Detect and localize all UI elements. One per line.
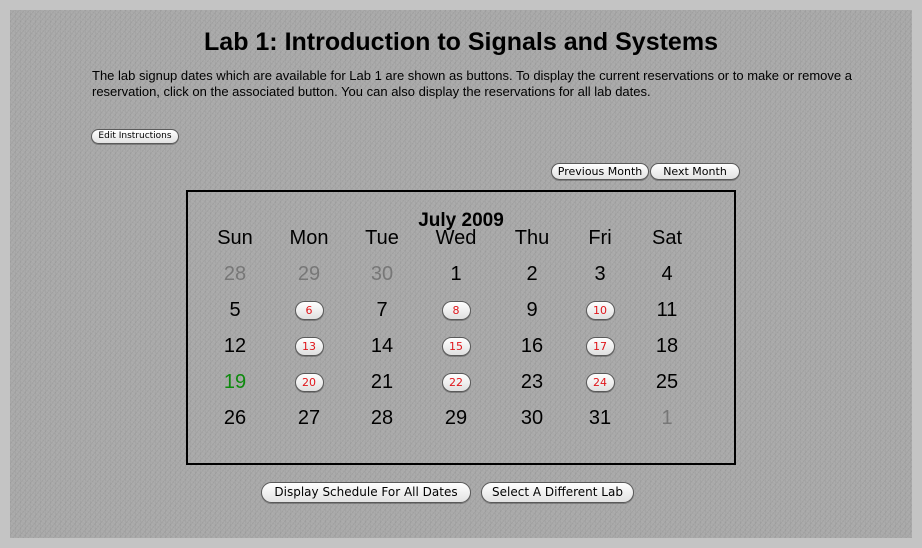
day-header-cell [345,220,419,256]
calendar-day-cell [495,292,569,328]
calendar-date: 3 [594,262,606,285]
calendar-day-cell [630,364,704,400]
day-name-header: Mon [289,226,329,249]
date-signup-button[interactable]: 10 [586,301,615,320]
other-month-date: 28 [223,262,247,285]
calendar-day-cell [630,256,704,292]
calendar-day-cell [563,292,637,328]
date-signup-button[interactable]: 22 [442,373,471,392]
calendar-date: 14 [370,334,394,357]
calendar-day-cell [272,292,346,328]
calendar-day-cell [272,256,346,292]
display-schedule-button[interactable]: Display Schedule For All Dates [261,482,471,503]
select-different-lab-button[interactable]: Select A Different Lab [481,482,634,503]
calendar-day-cell [563,400,637,436]
day-name-header: Fri [588,226,612,249]
other-month-date: 30 [370,262,394,285]
calendar-date: 23 [520,370,544,393]
calendar [186,190,736,465]
today-date: 19 [223,370,247,393]
calendar-date: 1 [450,262,462,285]
day-header-cell [198,220,272,256]
calendar-day-cell [198,292,272,328]
calendar-day-cell [495,364,569,400]
calendar-day-cell [419,292,493,328]
calendar-date: 25 [655,370,679,393]
edit-instructions-button[interactable]: Edit Instructions [91,129,179,144]
calendar-day-cell [630,400,704,436]
date-signup-button[interactable]: 24 [586,373,615,392]
calendar-date: 21 [370,370,394,393]
calendar-date: 28 [370,406,394,429]
calendar-date: 31 [588,406,612,429]
calendar-day-cell [198,400,272,436]
calendar-day-cell [345,400,419,436]
calendar-day-cell [419,400,493,436]
calendar-date: 7 [376,298,388,321]
day-header-cell [563,220,637,256]
day-name-header: Wed [435,226,477,249]
calendar-day-cell [345,364,419,400]
calendar-day-cell [419,328,493,364]
calendar-day-cell [198,256,272,292]
calendar-date: 16 [520,334,544,357]
calendar-day-cell [495,328,569,364]
day-name-header: Tue [365,226,399,249]
date-signup-button[interactable]: 8 [442,301,471,320]
day-name-header: Sat [651,226,683,249]
day-name-header: Sun [217,226,253,249]
calendar-day-cell [419,256,493,292]
previous-month-button[interactable]: Previous Month [551,163,649,180]
calendar-day-cell [272,364,346,400]
intro-text: The lab signup dates which are available for Lab 1 are shown as buttons. To display the current reservations or to make or remove a reservation, click on the associated button. You can also display the reservations for all lab dates. [92,68,852,99]
calendar-day-cell [419,364,493,400]
calendar-date: 11 [656,298,678,321]
calendar-date: 5 [229,298,241,321]
page-title: Lab 1: Introduction to Signals and Systems [204,28,718,56]
day-header-cell [495,220,569,256]
calendar-date: 30 [520,406,544,429]
calendar-date: 4 [661,262,673,285]
calendar-day-cell [198,328,272,364]
next-month-button[interactable]: Next Month [650,163,740,180]
calendar-date: 27 [297,406,321,429]
calendar-date: 2 [526,262,538,285]
day-header-cell [419,220,493,256]
calendar-day-cell [272,328,346,364]
date-signup-button[interactable]: 15 [442,337,471,356]
calendar-day-cell [198,364,272,400]
calendar-day-cell [272,400,346,436]
calendar-date: 9 [526,298,538,321]
calendar-date: 29 [444,406,468,429]
date-signup-button[interactable]: 13 [295,337,324,356]
calendar-day-cell [345,328,419,364]
calendar-day-cell [495,256,569,292]
date-signup-button[interactable]: 20 [295,373,324,392]
calendar-day-cell [345,256,419,292]
calendar-day-cell [563,256,637,292]
day-name-header: Thu [514,226,550,249]
day-header-cell [630,220,704,256]
calendar-day-cell [563,328,637,364]
other-month-date: 29 [297,262,321,285]
calendar-day-cell [495,400,569,436]
calendar-day-cell [630,292,704,328]
calendar-date: 26 [223,406,247,429]
calendar-day-cell [630,328,704,364]
day-header-cell [272,220,346,256]
calendar-day-cell [563,364,637,400]
calendar-month-title: July 2009 [418,210,504,231]
calendar-date: 12 [223,334,247,357]
calendar-date: 18 [655,334,679,357]
other-month-date: 1 [661,406,673,429]
date-signup-button[interactable]: 17 [586,337,615,356]
date-signup-button[interactable]: 6 [295,301,324,320]
calendar-day-cell [345,292,419,328]
